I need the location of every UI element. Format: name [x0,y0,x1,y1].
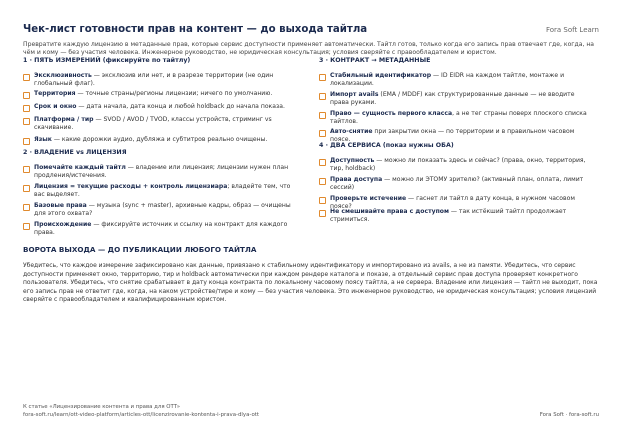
checklist-item [23,221,295,237]
checkbox[interactable] [23,105,30,112]
checklist-item [319,110,595,126]
checkbox[interactable] [319,159,326,166]
checkbox[interactable] [23,185,30,192]
header [23,24,599,40]
item-desc: при закрытии окна — по территории и в правильном часовом поясе. [330,128,575,143]
item-desc: — можно ли показать здесь и сейчас? (права, окно, территория, тир, holdback) [330,157,586,172]
footer-brand[interactable]: Fora Soft · fora-soft.ru [539,412,599,418]
checkbox[interactable] [319,210,326,217]
page-title: Чек-лист готовности прав на контент — до выхода тайтла [23,24,368,35]
brand-label: Fora Soft Learn [545,26,599,34]
checkbox[interactable] [23,92,30,99]
checkbox[interactable] [319,178,326,185]
item-desc: — фиксируйте источник и ссылку на контракт для каждого права. [34,221,288,236]
checklist-item [23,116,295,132]
item-desc: — музыка (sync + master), архивные кадры, образ — очищены для этого охвата? [34,202,291,217]
checkbox[interactable] [23,204,30,211]
item-term: Происхождение [34,221,92,228]
checklist-item [23,136,295,145]
footer-article-url[interactable]: fora-soft.ru/learn/ott-video-platform/articles-ott/licenzirovanie-kontenta-i-prava-dlya-ott [23,411,259,418]
item-term: Помечайте каждый тайтл [34,164,126,171]
checkbox[interactable] [23,74,30,81]
item-desc: — гаснет ли тайтл в дату конца, в нужном часовом поясе? [330,195,575,210]
checkbox[interactable] [319,93,326,100]
checklist-item [23,164,295,180]
checkbox[interactable] [319,74,326,81]
item-desc: — точные страны/регионы лицензии; ничего по умолчанию. [75,90,273,97]
section-heading: 4 · ДВА СЕРВИСА (показ нужны ОБА) [319,142,454,149]
item-term: Стабильный идентификатор [330,72,432,79]
section-heading: 1 · ПЯТЬ ИЗМЕРЕНИЙ (фиксируйте по тайтлу) [23,57,191,64]
footer-source [23,404,259,419]
item-desc: — ID EIDR на каждом тайтле, монтаже и локализации. [330,72,565,87]
item-term: Импорт avails [330,91,379,98]
item-desc: , а не тег страны поверх плоского списка тайтлов. [330,110,587,125]
item-term: Платформа / тир [34,116,94,123]
section-heading: 3 · КОНТРАКТ → МЕТАДАННЫЕ [319,57,431,64]
checkbox[interactable] [319,130,326,137]
checkbox[interactable] [319,112,326,119]
section-heading: 2 · ВЛАДЕНИЕ vs ЛИЦЕНЗИЯ [23,149,127,156]
checklist-item [23,103,295,112]
checklist-item [319,208,595,224]
item-desc: ; владейте тем, что вас выделяет. [34,183,291,198]
checklist-item [23,202,295,218]
item-desc: — дата начала, дата конца и любой holdback до начала показа. [76,103,285,110]
item-desc: — эксклюзив или нет, и в разрезе территории (не один глобальный флаг). [34,72,274,87]
checkbox[interactable] [23,118,30,125]
checklist-item [23,90,295,99]
checklist-item [319,91,595,107]
item-term: Язык [34,136,52,143]
intro-text: Превратите каждую лицензию в метаданные прав, которые сервис доступности применяет автоматически. Тайтл готов, только когда его запись прав отвечает где, когда, на чём и кому — без участия человека. Инженерное руководство, не юридическая консультация; условия сверяйте с правообладателем и юристом. [23,41,595,56]
item-term: Не смешивайте права с доступом [330,208,449,215]
item-desc: — SVOD / AVOD / TVOD, классы устройств, стриминг vs скачивание. [34,116,272,131]
item-desc: — какие дорожки аудио, дубляжа и субтитров реально очищены. [51,136,268,143]
item-term: Права доступа [330,176,383,183]
checklist-item [319,72,595,88]
item-term: Лицензия = текущие расходы + контроль лицензиара [34,183,228,190]
item-term: Базовые права [34,202,87,209]
item-term: Право — сущность первого класса [330,110,453,117]
checklist-item [319,157,595,173]
item-desc: — владение или лицензия; лицензии нужен план продления/истечения. [34,164,289,179]
checkbox[interactable] [319,197,326,204]
item-term: Проверьте истечение [330,195,407,202]
item-desc: (EMA / MDDF) как структурированные данные — не вводите права руками. [330,91,575,106]
item-term: Доступность [330,157,375,164]
item-desc: — так истёкший тайтл продолжает стримиться. [330,208,567,223]
footer-article-title: К статье «Лицензирование контента и права для OTT» [23,404,181,410]
checklist-item [319,176,595,192]
release-gate-text: Убедитесь, что каждое измерение зафиксировано как данные, привязано к стабильному идентификатору и импортировано из avails, а не из памяти. Убедитесь, что сервис доступности применяет окно, территорию, тир и holdback автоматически при каждом рендере каталога и показе, а отдельный сервис прав доступа проверяет конкретного пользователя. Убедитесь, что снятие срабатывает в дату конца контракта по локальному часовому поясу тайтла, а не сервера. Владение или лицензия — тайтл не выходит, пока его запись прав не ответит где, когда, на каком устройстве/тире и кому — без участия человека. Это инженерное руководство, не юридическая консультация; условия лицензий сверяйте с правообладателем и квалифицированным юристом. [23,262,598,304]
item-term: Срок и окно [34,103,77,110]
checklist-item [23,183,295,199]
checklist-item [23,72,295,88]
release-gate-heading: ВОРОТА ВЫХОДА — ДО ПУБЛИКАЦИИ ЛЮБОГО ТАЙТЛА [23,245,257,254]
checkbox[interactable] [23,166,30,173]
checkbox[interactable] [23,138,30,145]
item-desc: — можно ли ЭТОМУ зрителю? (активный план, оплата, лимит сессий) [330,176,584,191]
checkbox[interactable] [23,223,30,230]
item-term: Территория [34,90,76,97]
item-term: Эксклюзивность [34,72,92,79]
item-term: Авто-снятие [330,128,373,135]
